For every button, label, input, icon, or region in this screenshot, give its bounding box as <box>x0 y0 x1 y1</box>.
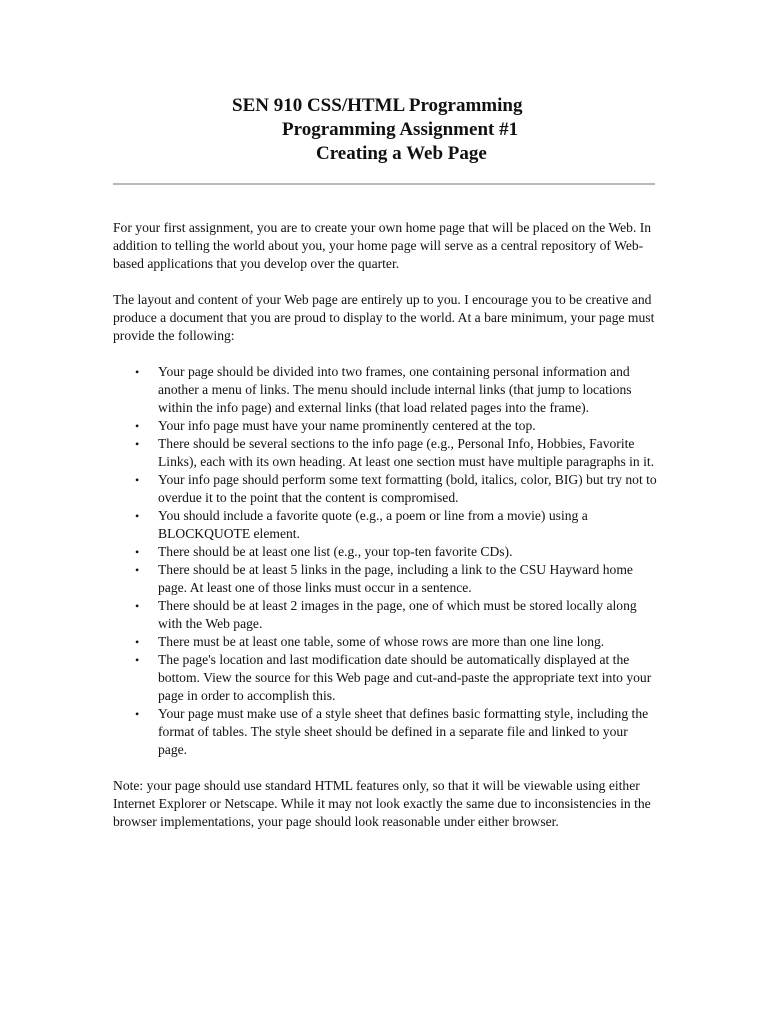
list-item <box>113 597 658 633</box>
list-item-text: There should be several sections to the info page (e.g., Personal Info, Hobbies, Favorite Links), each with its own heading. At least one section must have multiple paragraphs in it. <box>158 436 655 469</box>
list-item-text: There should be at least one list (e.g., your top-ten favorite CDs). <box>158 544 513 559</box>
list-item <box>113 363 658 417</box>
list-item <box>113 471 658 507</box>
list-item <box>113 435 658 471</box>
list-item <box>113 651 658 705</box>
list-item <box>113 633 658 651</box>
list-item <box>113 705 658 759</box>
bullet-icon: • <box>135 509 140 523</box>
requirements-list <box>113 363 658 759</box>
list-item-text: There should be at least 2 images in the page, one of which must be stored locally along with the Web page. <box>158 598 637 631</box>
list-item-text: Your info page must have your name prominently centered at the top. <box>158 418 536 433</box>
list-item <box>113 417 658 435</box>
bullet-icon: • <box>135 635 140 649</box>
list-item-text: Your page should be divided into two frames, one containing personal information and another a menu of links. The menu should include internal links (that jump to locations within the info page) and external links (that load related pages into the frame). <box>158 364 632 415</box>
course-title: SEN 910 CSS/HTML Programming <box>232 95 523 116</box>
assignment-subtitle: Creating a Web Page <box>316 143 487 164</box>
requirements-intro-paragraph: The layout and content of your Web page are entirely up to you. I encourage you to be creative and produce a document that you are proud to display to the world. At a bare minimum, your page must provide the following: <box>113 292 655 343</box>
list-item-text: There should be at least 5 links in the page, including a link to the CSU Hayward home page. At least one of those links must occur in a sentence. <box>158 562 633 595</box>
list-item <box>113 543 658 561</box>
list-item <box>113 561 658 597</box>
bullet-icon: • <box>135 473 140 487</box>
list-item <box>113 507 658 543</box>
list-item-text: Your info page should perform some text formatting (bold, italics, color, BIG) but try not to overdue it to the point that the content is compromised. <box>158 472 657 505</box>
list-item-text: There must be at least one table, some of whose rows are more than one line long. <box>158 634 605 649</box>
horizontal-rule <box>113 183 655 185</box>
bullet-icon: • <box>135 419 140 433</box>
list-item-text: Your page must make use of a style sheet that defines basic formatting style, including the format of tables. The style sheet should be defined in a separate file and linked to your page. <box>158 706 649 757</box>
bullet-icon: • <box>135 365 140 379</box>
bullet-icon: • <box>135 599 140 613</box>
list-item-text: You should include a favorite quote (e.g., a poem or line from a movie) using a BLOCKQUOTE element. <box>158 508 588 541</box>
document-title <box>0 94 768 166</box>
intro-paragraph: For your first assignment, you are to create your own home page that will be placed on the Web. In addition to telling the world about you, your home page will serve as a central repository of Web-based applications that you develop over the quarter. <box>113 220 652 271</box>
bullet-icon: • <box>135 653 140 667</box>
bullet-icon: • <box>135 707 140 721</box>
browser-note-paragraph: Note: your page should use standard HTML features only, so that it will be viewable using either Internet Explorer or Netscape. While it may not look exactly the same due to inconsistencies in the browser implementations, your page should look reasonable under either browser. <box>113 778 651 829</box>
bullet-icon: • <box>135 563 140 577</box>
bullet-icon: • <box>135 545 140 559</box>
document-body <box>113 219 658 849</box>
assignment-title: Programming Assignment #1 <box>282 119 519 140</box>
list-item-text: The page's location and last modification date should be automatically displayed at the bottom. View the source for this Web page and cut-and-paste the appropriate text into your page in order to accomplish this. <box>158 652 652 703</box>
bullet-icon: • <box>135 437 140 451</box>
